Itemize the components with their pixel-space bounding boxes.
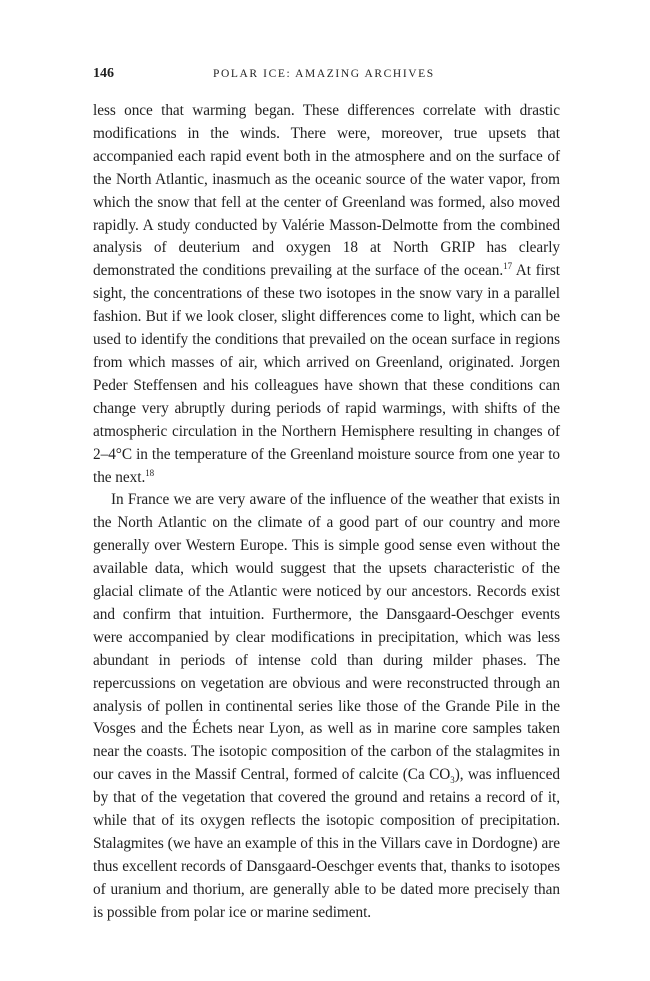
- paragraph-2-text-a: In France we are very aware of the influence of the weather that exists in the North Atlantic on the climate of a good part of our country and more generally over Western Europe. This is simple good sense even without the available data, which would suggest that the upsets characteristic of the glacial climate of the Atlantic were noticed by our ancestors. Records exist and confirm that intuition. Furthermore, the Dansgaard-Oeschger events were accompanied by clear modifications in precipitation, which was less abundant in periods of intense cold than during milder phases. The repercussions on vegetation are obvious and were reconstructed through an analysis of pollen in continental series like those of the Grande Pile in the Vosges and the Échets near Lyon, as well as in marine core samples taken near the coasts. The isotopic composition of the carbon of the stalagmites in our caves in the Massif Central, formed of calcite (Ca CO: [93, 491, 560, 784]
- chemical-subscript: 3: [450, 775, 455, 786]
- paragraph-2-text-b: ), was influenced by that of the vegetation that covered the ground and retains a record of it, while that of its oxygen reflects the isotopic composition of precipitation. Stalagmites (we have an example of this in the Villars cave in Dordogne) are thus excellent records of Dansgaard-Oeschger events that, thanks to isotopes of uranium and thorium, are generally able to be dated more precisely than is possible from polar ice or marine sediment.: [93, 766, 560, 921]
- paragraph-1-text-a: less once that warming began. These differences correlate with drastic modifications in the winds. There were, moreover, true upsets that accompanied each rapid event both in the atmosphere and on the surface of the North Atlantic, inasmuch as the oceanic source of the water vapor, from which the snow that fell at the center of Greenland was formed, also moved rapidly. A study conducted by Valérie Masson-Delmotte from the combined analysis of deuterium and oxygen 18 at North GRIP has clearly demonstrated the conditions prevailing at the surface of the ocean.: [93, 102, 560, 280]
- body-paragraph-1: [93, 100, 560, 489]
- body-paragraph-2: [93, 489, 560, 924]
- running-title: POLAR ICE: AMAZING ARCHIVES: [213, 68, 435, 80]
- page-number: 146: [93, 66, 114, 81]
- paragraph-1-text-b: At first sight, the concentrations of these two isotopes in the snow vary in a parallel fashion. But if we look closer, slight differences come to light, which can be used to identify the conditions that prevailed on the ocean surface in regions from which masses of air, which arrived on Greenland, originated. Jorgen Peder Steffensen and his colleagues have shown that these conditions can change very abruptly during periods of rapid warmings, with shifts of the atmospheric circulation in the Northern Hemisphere resulting in changes of 2–4°C in the temperature of the Greenland moisture source from one year to the next.: [93, 262, 560, 486]
- footnote-ref-17: 17: [503, 261, 513, 272]
- book-page: [93, 66, 560, 925]
- running-header: [93, 66, 560, 86]
- footnote-ref-18: 18: [145, 467, 155, 478]
